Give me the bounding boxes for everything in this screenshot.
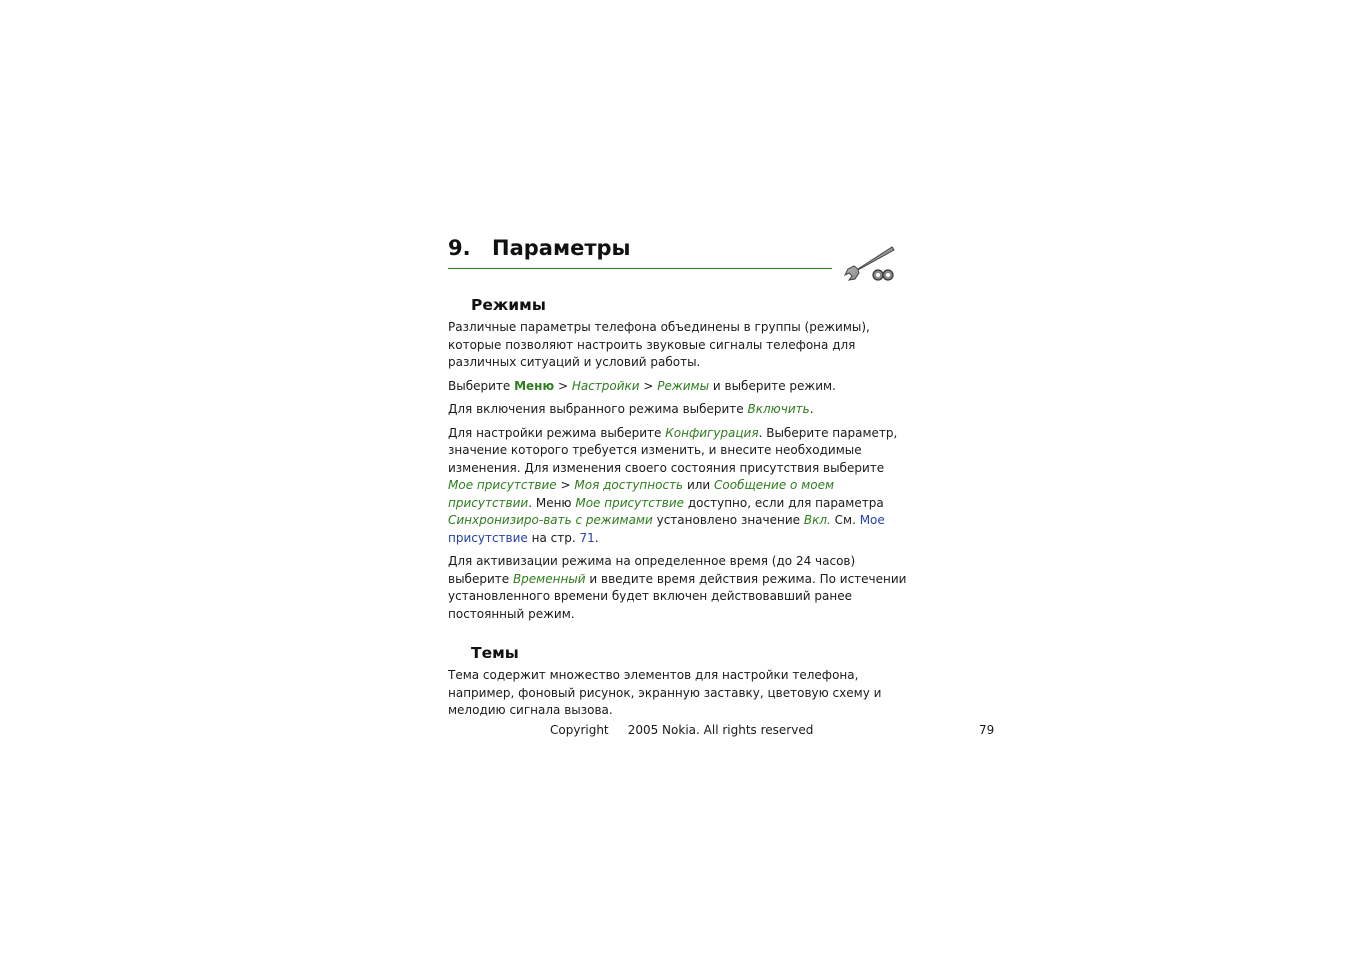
chapter-title: Параметры	[492, 236, 631, 260]
availability-option: Моя доступность	[574, 478, 684, 492]
timed-option: Временный	[512, 571, 586, 586]
sync-option: Синхронизиро-вать с режимами	[448, 513, 653, 527]
footer-copyright: Copyright 2005 Nokia. All rights reserved	[550, 723, 814, 737]
config-option: Конфигурация	[665, 425, 759, 440]
presence-menu-option: Мое присутствие	[575, 495, 685, 510]
chapter-header	[448, 234, 832, 269]
section-heading-themes: Темы	[471, 644, 519, 662]
settings-option: Настройки	[571, 378, 640, 393]
paragraph-timed-mode: Для активизации режима на определенное время (до 24 часов) выберите Временный и введите время действия режима. По истечении установленного времени будет включен действовавший ранее постоянный режим.	[448, 554, 907, 621]
presence-section-link[interactable]: Мое присутствие	[448, 513, 885, 545]
modes-option: Режимы	[657, 378, 710, 393]
presence-option: Мое присутствие	[448, 478, 557, 492]
page-content	[448, 234, 908, 720]
presence-message-option: Сообщение о моем присутствии	[448, 478, 835, 510]
paragraph-configure-mode: Для настройки режима выберите Конфигурация. Выберите параметр, значение которого требуется изменить, и внесите необходимые изменения. Для изменения своего состояния присутствия выберите Мое присутствие > Моя доступность или Сообщение о моем присутствии. Меню Мое присутствие доступно, если для параметра Синхронизиро-вать с режимами установлено значение Вкл. См. Мое присутствие на стр. 71.	[448, 425, 898, 545]
footer-page-number: 79	[979, 723, 995, 737]
paragraph-activate-mode: Для включения выбранного режима выберите Включить.	[448, 402, 814, 416]
paragraph-select-mode: Выберите Меню > Настройки > Режимы и выберите режим.	[448, 378, 836, 393]
menu-link: Меню	[514, 378, 555, 393]
page-number-link[interactable]: 71	[579, 530, 595, 545]
on-value: Вкл.	[803, 513, 831, 527]
activate-option: Включить	[747, 402, 810, 416]
chapter-number: 9.	[448, 236, 471, 260]
paragraph-modes-intro: Различные параметры телефона объединены в группы (режимы), которые позволяют настроить звуковые сигналы телефона для различных ситуаций и условий работы.	[448, 320, 870, 369]
section-heading-modes: Режимы	[471, 296, 546, 314]
wrench-and-gears-icon	[840, 242, 902, 290]
paragraph-themes: Тема содержит множество элементов для настройки телефона, например, фоновый рисунок, экранную заставку, цветовую схему и мелодию сигнала вызова.	[448, 668, 882, 717]
